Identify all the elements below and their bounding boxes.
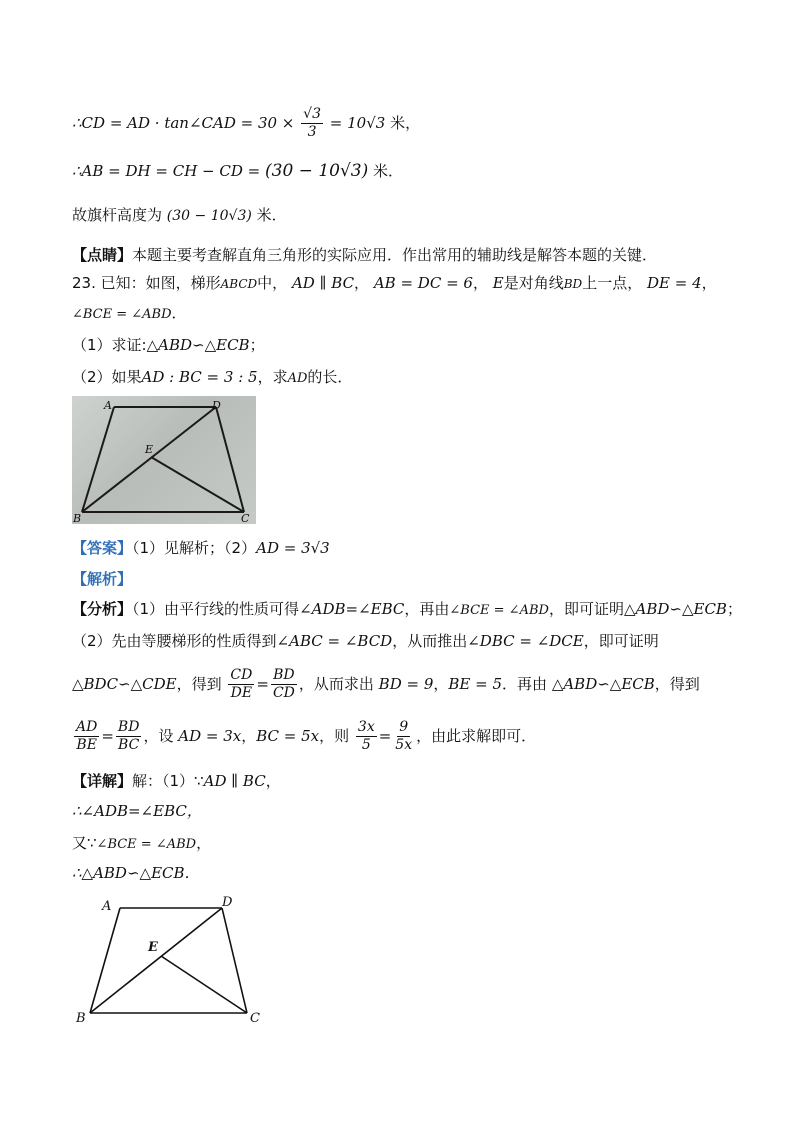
question-23-part-1: （1）求证:△ABD∽△ECB； xyxy=(72,336,265,354)
conclusion-line: 故旗杆高度为 (30 − 10√3) 米． xyxy=(72,206,287,224)
fraction-cd-de: $\frac{CD}{DE}$ xyxy=(230,667,253,701)
fraction-sqrt3-over-3: $\frac{√3}{3}$ xyxy=(303,106,321,140)
trapezoid-photo-figure xyxy=(72,396,256,524)
xiangjie-line-4: ∴△ABD∽△ECB． xyxy=(72,864,200,882)
fig2-label-c: C xyxy=(250,1011,260,1026)
fraction-ad-be: $\frac{AD}{BE}$ xyxy=(76,719,98,753)
fig2-label-a: A xyxy=(102,899,112,914)
label-a: A xyxy=(104,399,112,412)
label-c: C xyxy=(241,512,250,524)
xiangjie-line-2: ∴∠ADB=∠EBC， xyxy=(72,802,202,820)
question-23-condition: ∠BCE = ∠ABD． xyxy=(72,304,187,322)
fenxi-line-3: △BDC∽△CDE，得到 $\frac{CD}{DE}$ = $\frac{BD}{CD}$ ，从而求出 BD = 9，BE = 5．再由 △ABD∽△ECB，得到 xyxy=(72,667,700,701)
label-d: D xyxy=(212,399,221,412)
solution-line-ab: ∴AB = DH = CH − CD = (30 − 10√3) 米． xyxy=(72,161,404,181)
trapezoid-diagram xyxy=(72,890,272,1030)
dianjing-line: 【点睛】本题主要考查解直角三角形的实际应用．作出常用的辅助线是解答本题的关键． xyxy=(72,246,658,264)
question-23-stem: 23. 已知：如图，梯形ABCD中， AD ∥ BC， AB = DC = 6， E是对角线BD上一点， DE = 4， xyxy=(72,274,717,292)
answer-line: 【答案】（1）见解析；（2）AD = 3√3 xyxy=(72,539,330,557)
fraction-9-5x: $\frac{9}{5x}$ xyxy=(395,719,413,753)
fenxi-line-2: （2）先由等腰梯形的性质得到∠ABC = ∠BCD，从而推出∠DBC = ∠DCE，即可证明 xyxy=(72,632,659,650)
xiangjie-line-1: 【详解】解：（1）∵AD ∥ BC， xyxy=(72,772,281,790)
fenxi-line-4: $\frac{AD}{BE}$ = $\frac{BD}{BC}$ ，设 AD = 3x，BC = 5x，则 $\frac{3x}{5}$ = $\frac{9}{5x}$ ，由此求解即可． xyxy=(76,719,537,753)
fraction-3x-5: $\frac{3x}{5}$ xyxy=(357,719,375,753)
fraction-bd-cd: $\frac{BD}{CD}$ xyxy=(272,667,295,701)
label-e: E xyxy=(145,443,154,456)
solution-line-cd: ∴CD = AD · tan∠CAD = 30 × $\frac{√3}{3}$ = 10√3 米， xyxy=(72,106,421,140)
question-23-part-2: （2）如果AD : BC = 3 : 5，求AD的长． xyxy=(72,368,353,386)
fraction-bd-bc: $\frac{BD}{BC}$ xyxy=(117,719,140,753)
fenxi-line-1: 【分析】（1）由平行线的性质可得∠ADB=∠EBC，再由∠BCE = ∠ABD，即可证明△ABD∽△ECB； xyxy=(72,600,742,618)
fig2-label-b: B xyxy=(76,1011,86,1026)
analysis-header: 【解析】 xyxy=(72,570,133,588)
xiangjie-line-3: 又∵∠BCE = ∠ABD， xyxy=(72,834,212,852)
trapezoid-photo-diagram xyxy=(72,396,256,524)
label-b: B xyxy=(73,512,82,524)
trapezoid-figure xyxy=(72,890,272,1034)
fig2-label-e: E xyxy=(148,940,158,955)
fig2-label-d: D xyxy=(222,895,233,910)
